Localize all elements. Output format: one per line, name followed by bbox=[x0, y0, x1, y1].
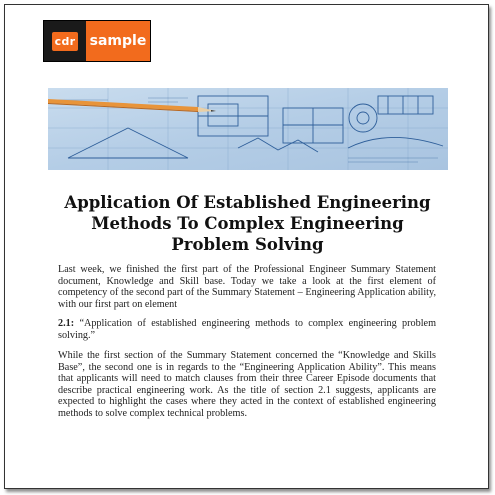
section-quote: “Application of established engineering methods to complex engineering problem solving.” bbox=[58, 318, 436, 341]
title-line-2: Methods To Complex Engineering bbox=[91, 214, 404, 233]
logo-left-text: cdr bbox=[52, 32, 79, 51]
logo-mark bbox=[44, 21, 86, 61]
intro-paragraph: Last week, we finished the first part of the Professional Engineer Summary Statement document, Knowledge and Skill base. Today we take a look at the first element of competency of the second part of the Summary Statement – Engineering Application ability, with our first part on element bbox=[58, 264, 436, 310]
document-title bbox=[40, 192, 455, 255]
title-line-1: Application Of Established Engineering bbox=[64, 193, 431, 212]
blueprint-banner-image bbox=[48, 88, 448, 170]
section-number: 2.1: bbox=[58, 318, 75, 329]
title-line-3: Problem Solving bbox=[171, 235, 324, 254]
logo-right-text: sample bbox=[86, 21, 150, 61]
cdr-sample-logo bbox=[43, 20, 151, 62]
body-paragraph: While the first section of the Summary Statement concerned the “Knowledge and Skills Base”, the second one is in regards to the “Engineering Application Ability”. This means that applicants will need to match clauses from their three Career Episode documents that describe practical engineering work. As the title of section 2.1 suggests, applicants are expected to highlight the cases where they acted in the context of established engineering methods to solve complex technical problems. bbox=[58, 350, 436, 419]
section-heading-paragraph bbox=[58, 318, 436, 341]
